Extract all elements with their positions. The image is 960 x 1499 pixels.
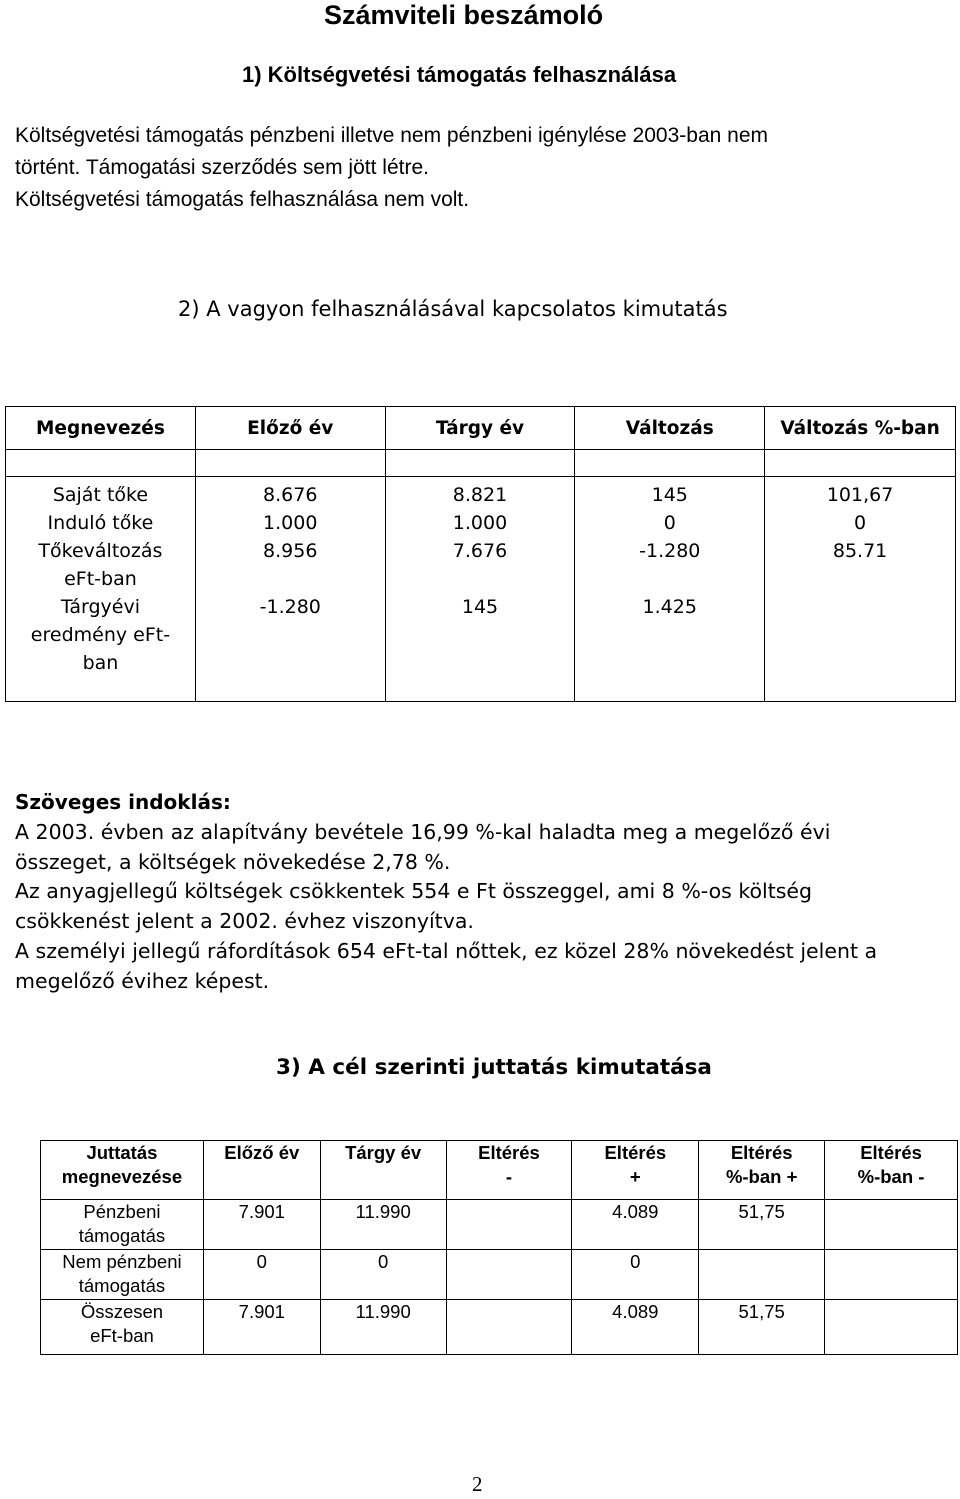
table-row (41, 1300, 958, 1355)
benefit-table-header (41, 1141, 958, 1200)
asset-table-spacer (6, 450, 956, 477)
value: 8.676 (263, 484, 318, 506)
row-name: Tőkeváltozás (38, 540, 163, 562)
col-header: Eltérés - (446, 1141, 572, 1200)
row-name: eredmény eFt- (30, 624, 171, 646)
value: 7.676 (452, 540, 508, 562)
value: 51,75 (699, 1200, 825, 1250)
value: 4.089 (572, 1300, 699, 1355)
section1-heading: 1) Költségvetési támogatás felhasználása (242, 62, 677, 87)
asset-table-body (6, 477, 956, 702)
col-header: Előző év (195, 407, 385, 450)
value: 11.990 (320, 1200, 446, 1250)
value: 101,67 (826, 484, 894, 506)
value: 0 (854, 512, 867, 534)
document-title: Számviteli beszámoló (324, 0, 604, 30)
value: 8.956 (263, 540, 318, 562)
row-name: Összesen eFt-ban (41, 1300, 204, 1355)
col-header: Megnevezés (6, 407, 196, 450)
row-name: Tárgyévi (60, 596, 140, 618)
justification-line: összeget, a költségek növekedése 2,78 %. (15, 849, 451, 874)
col-header: Tárgy év (320, 1141, 446, 1200)
justification-line: Az anyagjellegű költségek csökkentek 554 e Ft összeggel, ami 8 %-os költség (15, 879, 813, 904)
curr-cell (385, 477, 575, 702)
value: -1.280 (639, 540, 701, 562)
col-header: Eltérés + (572, 1141, 699, 1200)
value: 1.425 (642, 596, 697, 618)
row-name: Induló tőke (47, 512, 154, 534)
section1-paragraph (15, 120, 915, 216)
value: 0 (203, 1250, 320, 1300)
justification-line: csökkenést jelent a 2002. évhez viszonyítva. (15, 909, 474, 934)
table-row (41, 1200, 958, 1250)
value: 0 (320, 1250, 446, 1300)
value: 145 (651, 484, 688, 506)
pct-cell (765, 477, 956, 702)
value: 7.901 (203, 1300, 320, 1355)
value: 8.821 (452, 484, 508, 506)
section1-line: történt. Támogatási szerződés sem jött létre. (15, 156, 429, 179)
page-number: 2 (472, 1472, 483, 1496)
value (446, 1300, 572, 1355)
row-name: Saját tőke (52, 484, 149, 506)
col-header: Juttatás megnevezése (41, 1141, 204, 1200)
justification-line: A 2003. évben az alapítvány bevétele 16,99 %-kal haladta meg a megelőző évi (15, 820, 831, 844)
value: 7.901 (203, 1200, 320, 1250)
value (446, 1200, 572, 1250)
justification-line: A személyi jellegű ráfordítások 654 eFt-tal nőttek, ez közel 28% növekedést jelent a (15, 938, 878, 963)
name-cell (6, 477, 196, 702)
benefit-table (40, 1140, 958, 1355)
col-header: Eltérés %-ban + (699, 1141, 825, 1200)
col-header: Eltérés %-ban - (825, 1141, 958, 1200)
section3-heading: 3) A cél szerinti juttatás kimutatása (276, 1055, 712, 1080)
value: 4.089 (572, 1200, 699, 1250)
row-name: Pénzbeni támogatás (41, 1200, 204, 1250)
value (825, 1200, 958, 1250)
prev-cell (195, 477, 385, 702)
value (825, 1300, 958, 1355)
asset-table-header (6, 407, 956, 450)
value: 0 (572, 1250, 699, 1300)
value: 0 (663, 512, 676, 534)
row-name: ban (82, 652, 119, 674)
value: 145 (461, 596, 499, 618)
justification-text (15, 818, 945, 996)
col-header: Változás %-ban (765, 407, 956, 450)
row-name: eFt-ban (64, 568, 137, 590)
value (825, 1250, 958, 1300)
value: 51,75 (699, 1300, 825, 1355)
col-header: Előző év (203, 1141, 320, 1200)
value (765, 593, 955, 621)
value: 11.990 (320, 1300, 446, 1355)
value (446, 1250, 572, 1300)
value: 1.000 (263, 512, 318, 534)
section1-line: Költségvetési támogatás pénzbeni illetve nem pénzbeni igénylése 2003-ban nem (15, 124, 768, 147)
row-name: Nem pénzbeni támogatás (41, 1250, 204, 1300)
col-header: Változás (575, 407, 765, 450)
section2-heading: 2) A vagyon felhasználásával kapcsolatos kimutatás (178, 297, 728, 321)
value: 1.000 (452, 512, 508, 534)
table-row (41, 1250, 958, 1300)
justification-title: Szöveges indoklás: (15, 790, 231, 814)
value: 85.71 (832, 540, 888, 562)
value (699, 1250, 825, 1300)
justification-line: megelőző évihez képest. (15, 968, 270, 993)
col-header: Tárgy év (385, 407, 575, 450)
section1-line: Költségvetési támogatás felhasználása nem volt. (15, 188, 470, 211)
asset-table (5, 406, 956, 702)
value: -1.280 (259, 596, 321, 618)
change-cell (575, 477, 765, 702)
